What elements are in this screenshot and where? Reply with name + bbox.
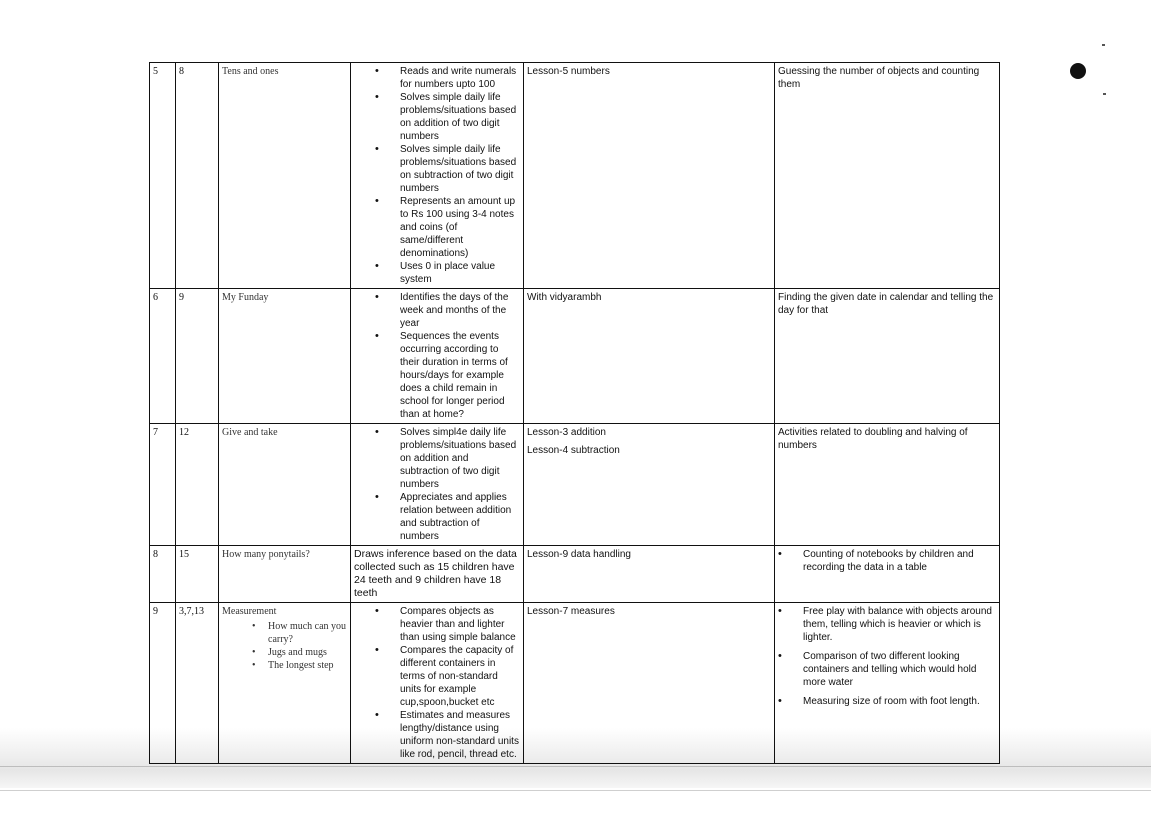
learning-outcomes-cell xyxy=(351,289,524,424)
learning-outcome-item: • Estimates and measures lengthy/distance using uniform non-standard units like rod, pencil, thread etc. xyxy=(354,709,520,761)
chapter-title: Tens and ones xyxy=(222,66,279,77)
activity-item: • Counting of notebooks by children and recording the data in a table xyxy=(778,548,996,574)
table-row xyxy=(150,289,1000,424)
table-row xyxy=(150,603,1000,764)
chapter-title-cell xyxy=(219,603,351,764)
subtopic-item: • Jugs and mugs xyxy=(222,646,347,659)
chapter-title-cell xyxy=(219,63,351,289)
chapter-title-cell xyxy=(219,546,351,603)
week-number-cell: 9 xyxy=(176,289,219,424)
row-index-cell: 6 xyxy=(150,289,176,424)
week-number-cell: 12 xyxy=(176,424,219,546)
lesson-reference: With vidyarambh xyxy=(527,292,602,303)
scan-speck xyxy=(1102,44,1105,46)
chapter-title-cell xyxy=(219,424,351,546)
learning-outcomes-cell xyxy=(351,424,524,546)
learning-outcome-item: • Compares objects as heavier than and lighter than using simple balance xyxy=(354,605,520,644)
activity-list xyxy=(778,548,996,574)
lesson-reference: Lesson-3 addition xyxy=(527,427,606,438)
punch-hole-mark xyxy=(1070,63,1086,79)
learning-outcome-text: Draws inference based on the data collected such as 15 children have 24 teeth and 9 children have 18 teeth xyxy=(354,548,517,599)
activity-text: Activities related to doubling and halving of numbers xyxy=(778,427,968,451)
activity-text: Guessing the number of objects and counting them xyxy=(778,66,980,90)
row-index-cell: 7 xyxy=(150,424,176,546)
lesson-plan-table xyxy=(149,62,1000,764)
chapter-title-cell xyxy=(219,289,351,424)
learning-outcome-item: • Solves simple daily life problems/situations based on addition of two digit numbers xyxy=(354,91,520,143)
week-number-cell: 8 xyxy=(176,63,219,289)
scan-speck xyxy=(1103,93,1106,95)
subtopic-list xyxy=(222,620,347,672)
subtopic-item: • How much can you carry? xyxy=(222,620,347,646)
row-index-cell: 9 xyxy=(150,603,176,764)
lesson-reference: Lesson-7 measures xyxy=(527,606,615,617)
week-number-cell: 15 xyxy=(176,546,219,603)
lesson-reference-cell xyxy=(524,63,775,289)
lesson-reference: Lesson-9 data handling xyxy=(527,549,631,560)
week-number-cell: 3,7,13 xyxy=(176,603,219,764)
learning-outcome-item: • Compares the capacity of different containers in terms of non-standard units for example cup,spoon,bucket etc xyxy=(354,644,520,709)
lesson-reference: Lesson-5 numbers xyxy=(527,66,610,77)
learning-outcome-item: • Appreciates and applies relation between addition and subtraction of numbers xyxy=(354,491,520,543)
activity-item: • Comparison of two different looking containers and telling which would hold more water xyxy=(778,650,996,689)
learning-outcome-item: • Represents an amount up to Rs 100 using 3-4 notes and coins (of same/different denominations) xyxy=(354,195,520,260)
table-row xyxy=(150,424,1000,546)
lesson-reference-cell xyxy=(524,546,775,603)
lesson-reference: Lesson-4 subtraction xyxy=(527,445,620,456)
learning-outcomes-cell xyxy=(351,603,524,764)
activity-list xyxy=(778,605,996,708)
activities-cell xyxy=(775,63,1000,289)
scan-artifact-line xyxy=(0,766,1151,767)
chapter-title: Give and take xyxy=(222,427,278,438)
subtopic-item: • The longest step xyxy=(222,659,347,672)
learning-outcomes-cell xyxy=(351,546,524,603)
activities-cell xyxy=(775,289,1000,424)
table-row xyxy=(150,63,1000,289)
learning-outcome-item: • Solves simpl4e daily life problems/situations based on addition and subtraction of two digit numbers xyxy=(354,426,520,491)
learning-outcomes-cell xyxy=(351,63,524,289)
learning-outcome-list xyxy=(354,65,520,286)
learning-outcome-item: • Reads and write numerals for numbers upto 100 xyxy=(354,65,520,91)
learning-outcome-item: • Identifies the days of the week and months of the year xyxy=(354,291,520,330)
learning-outcome-list xyxy=(354,426,520,543)
activity-text: Finding the given date in calendar and telling the day for that xyxy=(778,292,994,316)
learning-outcome-list xyxy=(354,291,520,421)
learning-outcome-item: • Sequences the events occurring according to their duration in terms of hours/days for example does a child remain in school for longer period than at home? xyxy=(354,330,520,421)
learning-outcome-item: • Uses 0 in place value system xyxy=(354,260,520,286)
lesson-reference-cell xyxy=(524,424,775,546)
activity-item: • Free play with balance with objects around them, telling which is heavier or which is lighter. xyxy=(778,605,996,644)
row-index-cell: 8 xyxy=(150,546,176,603)
scan-artifact-line xyxy=(0,790,1151,791)
chapter-title: My Funday xyxy=(222,292,269,303)
chapter-title: How many ponytails? xyxy=(222,549,310,560)
learning-outcome-list xyxy=(354,605,520,761)
lesson-reference-cell xyxy=(524,603,775,764)
lesson-reference-cell xyxy=(524,289,775,424)
learning-outcome-item: • Solves simple daily life problems/situations based on subtraction of two digit numbers xyxy=(354,143,520,195)
activities-cell xyxy=(775,424,1000,546)
table-row xyxy=(150,546,1000,603)
activity-item: • Measuring size of room with foot length. xyxy=(778,695,996,708)
activities-cell xyxy=(775,546,1000,603)
activities-cell xyxy=(775,603,1000,764)
chapter-title: Measurement xyxy=(222,606,277,617)
row-index-cell: 5 xyxy=(150,63,176,289)
